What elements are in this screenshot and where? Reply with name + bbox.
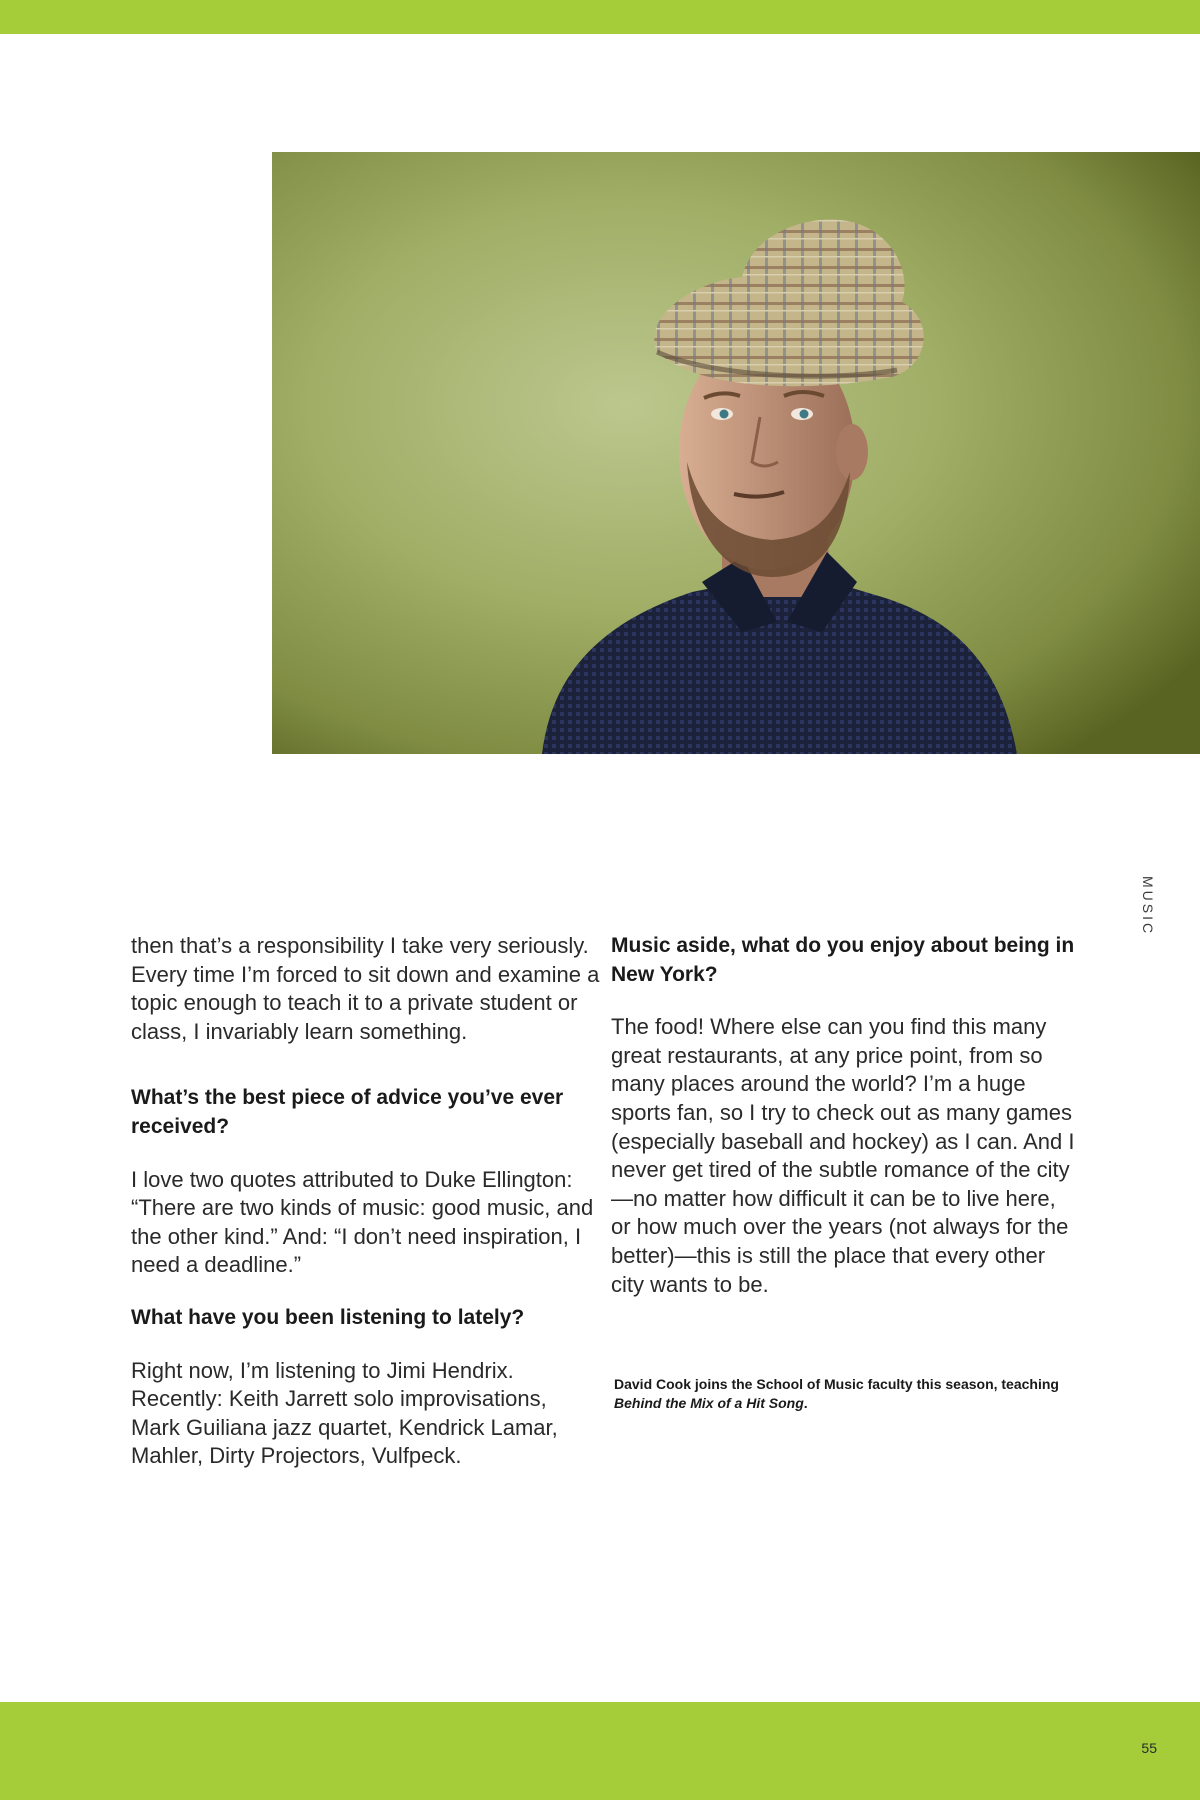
caption-prefix: David Cook joins the School of Music faculty this season, teaching	[614, 1376, 1059, 1393]
answer-new-york: The food! Where else can you find this many great restaurants, at any price point, from so many places around the world? I’m a huge sports fan, so I try to check out as many games (especially baseball and hockey) as I can. And I never get tired of the subtle romance of the city—no matter how difficult it can be to live here, or how much over the years (not always for the better)—this is still the place that every other city wants to be.	[611, 1014, 1075, 1297]
intro-paragraph: then that’s a responsibility I take very seriously. Every time I’m forced to sit down and examine a topic enough to teach it to a private student or class, I invariably learn something.	[131, 933, 600, 1044]
caption-suffix: .	[803, 1395, 808, 1412]
portrait-photo	[272, 152, 1200, 754]
bottom-accent-bar	[0, 1702, 1200, 1800]
section-label: MUSIC	[1140, 876, 1156, 937]
question-listening: What have you been listening to lately?	[131, 1305, 525, 1329]
left-column	[131, 932, 601, 1471]
question-advice: What’s the best piece of advice you’ve ever received?	[131, 1086, 564, 1138]
page-number: 55	[1141, 1740, 1157, 1756]
bio-caption	[611, 1375, 1081, 1413]
course-title: Behind the Mix of a Hit Song	[614, 1395, 804, 1412]
right-column	[611, 932, 1081, 1413]
portrait-illustration	[272, 152, 1200, 754]
top-accent-bar	[0, 0, 1200, 34]
question-new-york: Music aside, what do you enjoy about being in New York?	[611, 934, 1075, 986]
answer-advice: I love two quotes attributed to Duke Ellington: “There are two kinds of music: good music, and the other kind.” And: “I don’t need inspiration, I need a deadline.”	[131, 1166, 594, 1278]
answer-listening: Right now, I’m listening to Jimi Hendrix. Recently: Keith Jarrett solo improvisations, Mark Guiliana jazz quartet, Kendrick Lamar, Mahler, Dirty Projectors, Vulfpeck.	[131, 1357, 558, 1469]
